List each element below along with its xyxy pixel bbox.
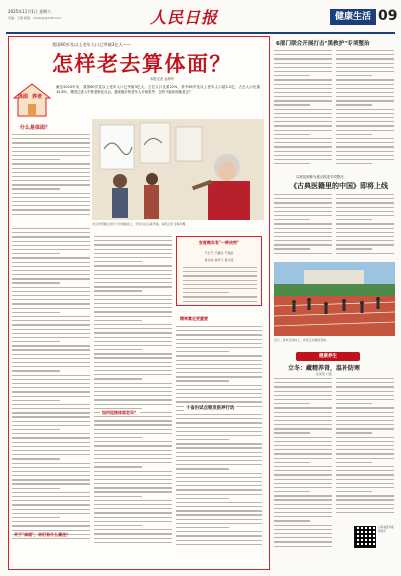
running-track-illustration: [274, 262, 395, 336]
article-3-body-b: [336, 378, 394, 518]
section-head-1: 什么是体面？: [20, 125, 51, 131]
health-banner: [296, 352, 360, 361]
paper-logo: 人民日报: [150, 8, 219, 27]
side-photo: [274, 262, 395, 336]
painting-class-illustration: [92, 119, 264, 220]
badge-text-2: 养老: [32, 94, 43, 100]
lead-photo: [92, 119, 264, 220]
article-2-body-a: [274, 194, 332, 260]
date-line: 2025年11月1日 星期六: [8, 9, 52, 14]
body-col-3: [176, 326, 262, 554]
highlight-line-2: 常运动 常学习 常交流: [204, 258, 234, 262]
section-head-4: 如何迎接体面老年？: [102, 410, 138, 415]
lead-badge: [12, 82, 52, 118]
article-3-byline: 张某某 口述: [316, 372, 332, 376]
house-icon: [12, 82, 52, 118]
highlight-line-1: 不生气 不攀比 不焦虑: [204, 251, 234, 255]
article-1-body-a: [274, 50, 332, 168]
health-banner-label: 健康养生: [319, 354, 337, 359]
sub-line: 责编：王维 邮箱：rmrbhjb@126.com: [8, 16, 61, 20]
lead-intro: 截至2024年末，我国60岁及以上老年人口已突破3亿人，占总人口比重22%，其中65岁及以上老年人口超2.2亿，占总人口比重15.6%，我国已进入中度老龄化社会。越来越多的老年人开始思考：怎样才能体面地老去？: [56, 85, 260, 94]
side-photo-caption: 近日，某市运动场上，市民正在锻炼身体。: [274, 338, 329, 342]
body-col-1b: [12, 228, 90, 550]
section-title: 健康生活: [334, 12, 371, 22]
article-3-title: 立冬：藏精养肾，温补防寒: [288, 365, 361, 372]
article-4-title: 十省份试点银发医养行动: [186, 406, 235, 411]
article-2-body-b: [336, 194, 394, 260]
qr-label: 扫码看更多健康资讯: [378, 526, 394, 533]
masthead: [0, 0, 401, 38]
article-1-body-b: [336, 50, 394, 168]
article-1-title: 6部门联合开展打击"黑救护"专项整治: [276, 41, 370, 47]
article-3-body-a: [274, 378, 332, 554]
highlight-box-title: 安度晚年有"一种诀窍": [198, 240, 240, 245]
page-number: 09: [378, 8, 398, 24]
qr-code[interactable]: [354, 526, 376, 548]
badge-text-1: 体面: [18, 94, 29, 100]
lead-title: 怎样老去算体面？: [52, 51, 232, 76]
highlight-box: [176, 236, 262, 306]
header-rule: [6, 32, 395, 34]
lead-kicker: 我国60岁及以上老年人口已突破3亿人——: [52, 42, 132, 47]
section-head-5: 关于"体面"，你们有什么看法？: [14, 532, 71, 537]
section-head-3: 精神富足更重要: [180, 316, 208, 321]
article-2-title: 《古典医籍里的中国》即将上线: [290, 182, 388, 190]
highlight-box-body: [183, 267, 257, 303]
body-col-2: [94, 236, 172, 554]
article-2-kicker: 以规范制修为重点推进专项整治: [296, 175, 344, 179]
lead-byline: 本报记者 金海华: [150, 77, 175, 81]
body-col-1a: [12, 134, 90, 220]
lead-photo-caption: 北京市西城区老年大学国画班上，学员们在认真作画。本报记者 金海华摄: [92, 222, 186, 226]
section-tag: [330, 9, 376, 25]
